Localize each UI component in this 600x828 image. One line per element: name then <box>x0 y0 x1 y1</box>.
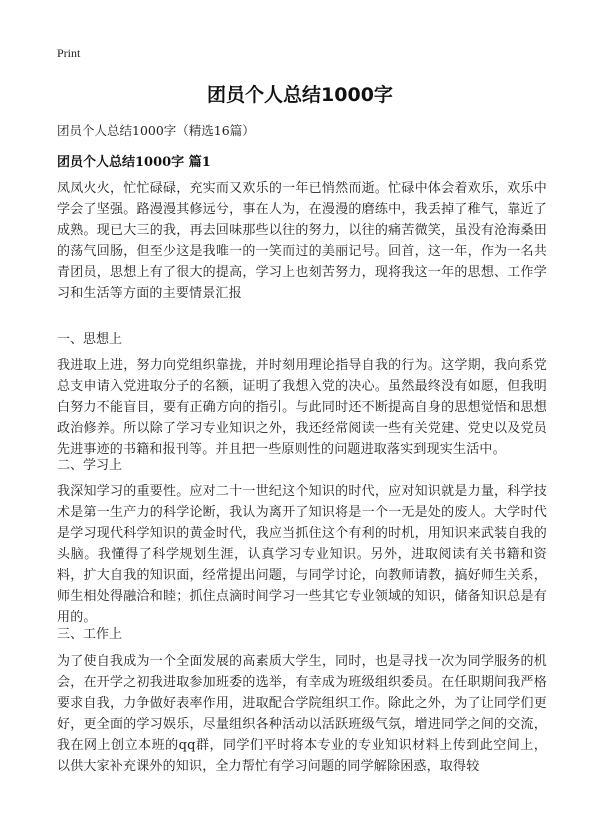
article-heading: 团员个人总结1000字 篇1 <box>57 155 211 170</box>
section-text-thought: 我进取上进，努力向党组织靠拢，并时刻用理论指导自我的行为。这学期，我向系党总支申请入党进取分子的名额，证明了我想入党的决心。虽然最终没有如愿，但我明白努力不能盲目，要有正确方向的指引。与此同时还不断提高自身的思想觉悟和思想政治修养。所以除了学习专业知识之外，我还经常阅读一些有关党建、党史以及党员先进事迹的书籍和报刊等。并且把一些原则性的问题进取落实到现实生活中。 <box>57 358 547 457</box>
print-link[interactable]: Print <box>57 46 81 60</box>
subtitle: 团员个人总结1000字（精选16篇） <box>57 123 255 138</box>
section-heading-work: 三、工作上 <box>57 627 123 642</box>
section-text-work: 为了使自我成为一个全面发展的高素质大学生，同时，也是寻找一次为同学服务的机会，在开学之初我进取参加班委的选举，有幸成为班级组织委员。在任职期间我严格要求自我，力争做好表率作用，进取配合学院组织工作。除此之外，为了让同学们更好，更全面的学习娱乐，尽量组织各种活动以活跃班级气氛，增进同学之间的交流，我在网上创立本班的qq群，同学们平时将本专业的专业知识材料上传到此空间上，以供大家补充课外的知识，全力帮忙有学习问题的同学解除困惑，取得较 <box>57 654 547 774</box>
section-text-study: 我深知学习的重要性。应对二十一世纪这个知识的时代，应对知识就是力量，科学技术是第一生产力的科学论断，我认为离开了知识将是一个一无是处的废人。大学时代是学习现代科学知识的黄金时代，我应当抓住这个有利的时机，用知识来武装自我的头脑。我懂得了科学规划生涯，认真学习专业知识。另外，进取阅读有关书籍和资料，扩大自我的知识面，经常提出问题，与同学讨论，向教师请教，搞好师生关系，师生相处得融洽和睦；抓住点滴时间学习一些其它专业领域的知识，储备知识总是有用的。 <box>57 484 547 625</box>
section-heading-study: 二、学习上 <box>57 458 123 473</box>
intro-paragraph: 凤凤火火，忙忙碌碌，充实而又欢乐的一年已悄然而逝。忙碌中体会着欢乐，欢乐中学会了坚强。路漫漫其修远兮，事在人为，在漫漫的磨练中，我丢掉了稚气，靠近了成熟。现已大三的我，再去回味那些以往的努力，以往的痛苦微笑，虽没有沧海桑田的荡气回肠，但至少这是我唯一的一笑而过的美丽记号。回首，这一年，作为一名共青团员，思想上有了很大的提高，学习上也刻苦努力，现将我这一年的思想、工作学习和生活等方面的主要情景汇报 <box>57 181 547 301</box>
section-heading-thought: 一、思想上 <box>57 332 123 347</box>
page-title: 团员个人总结1000字 <box>207 84 393 106</box>
